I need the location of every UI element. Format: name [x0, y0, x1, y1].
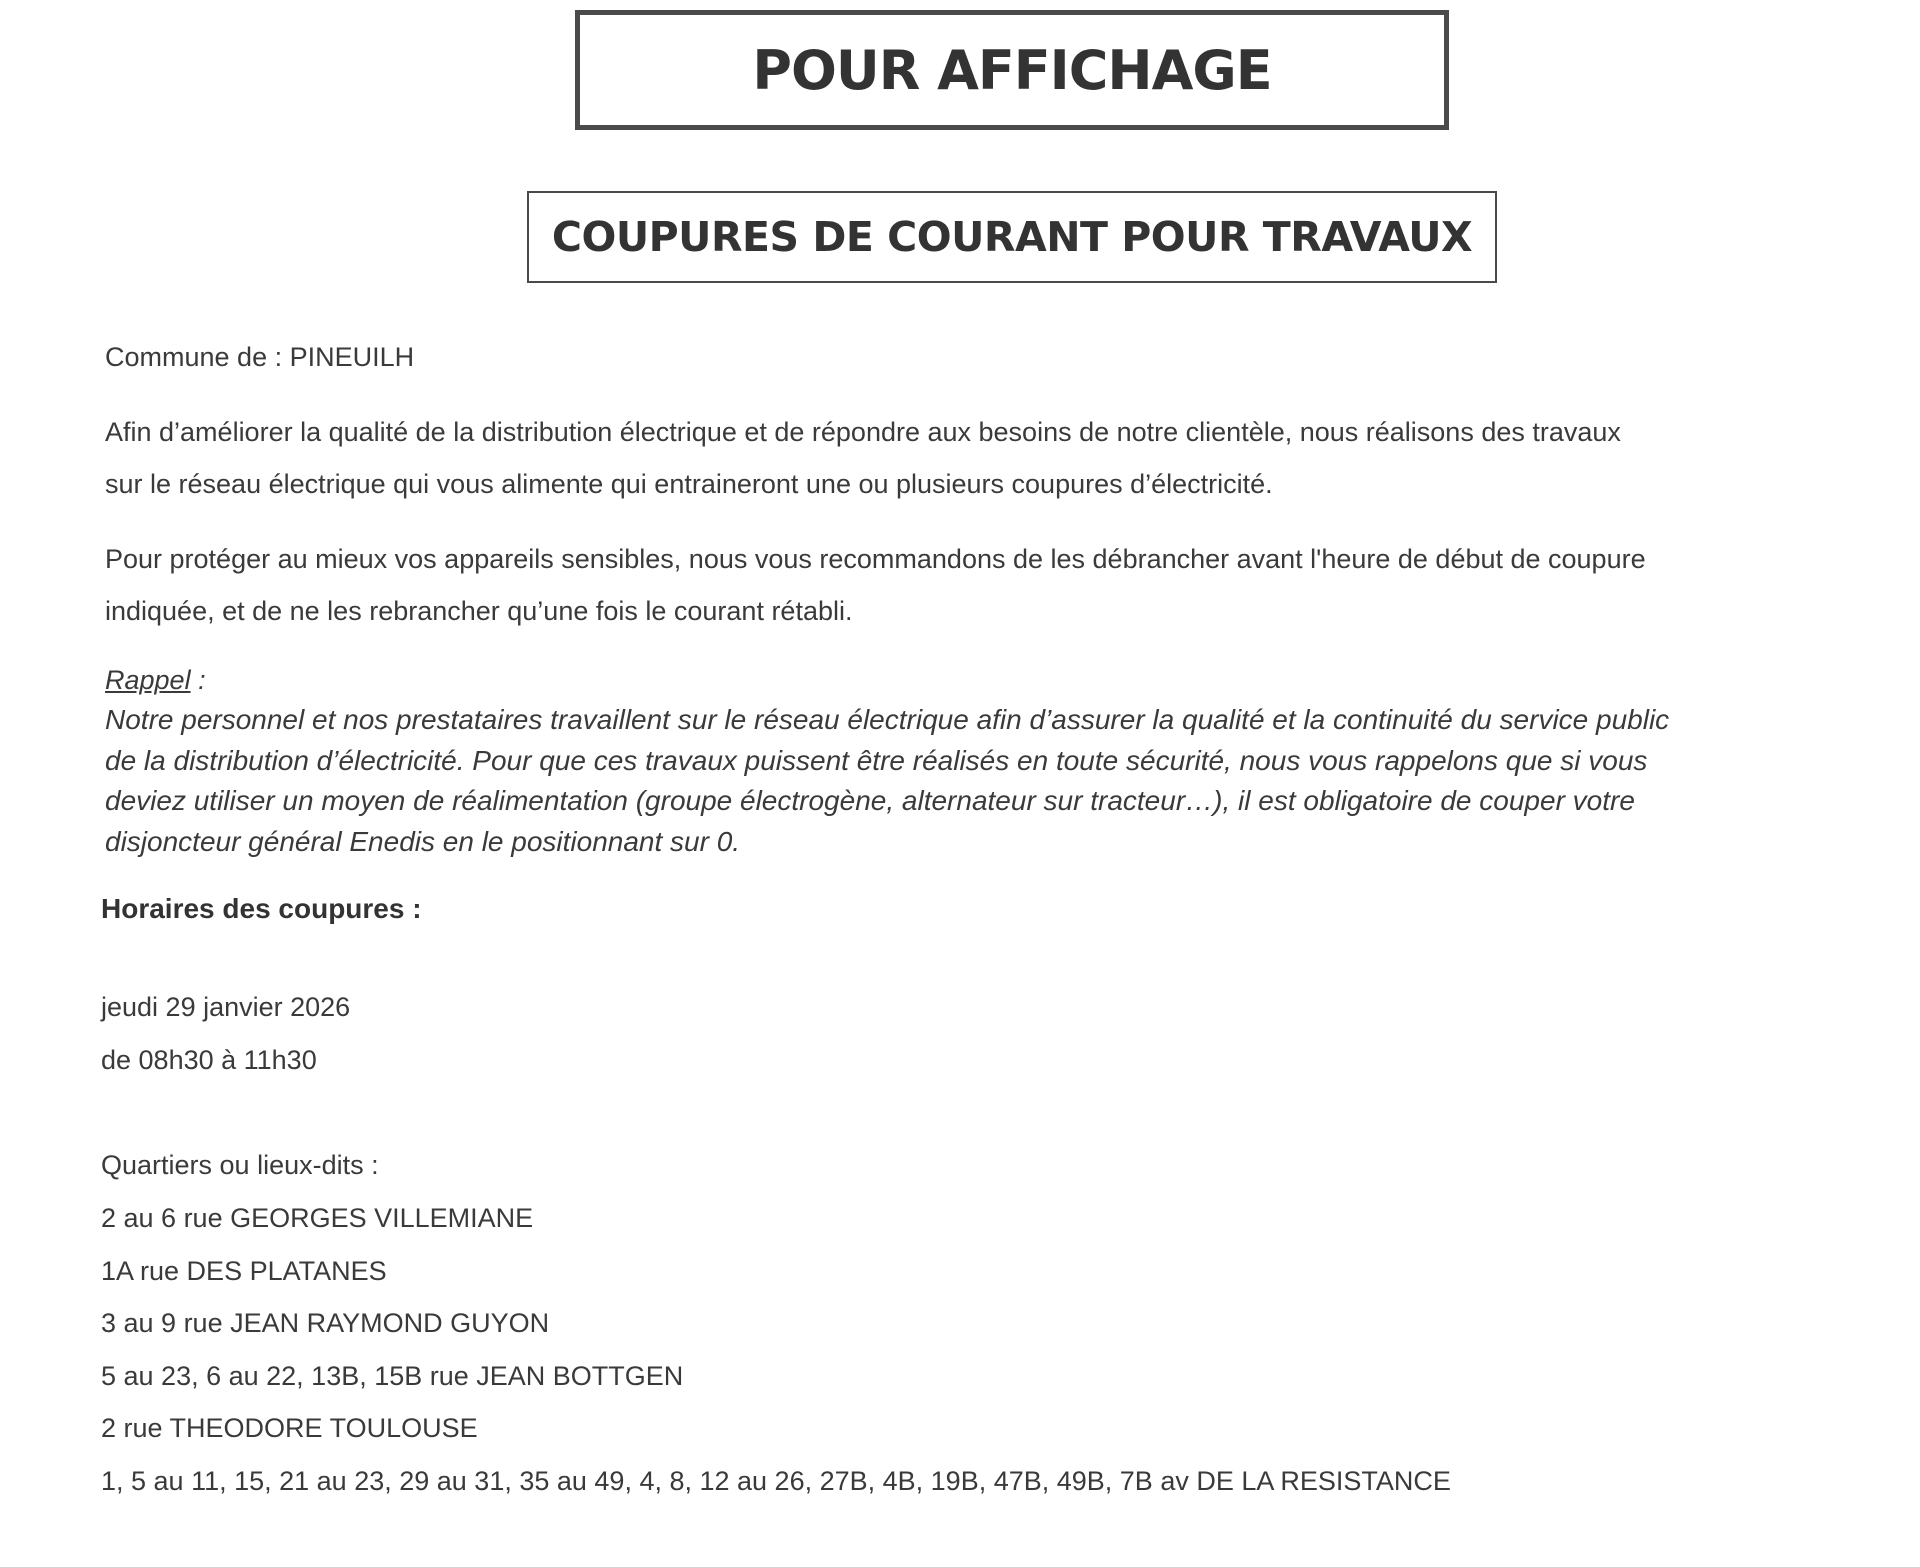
address-list	[101, 1192, 1451, 1507]
outage-time: de 08h30 à 11h30	[101, 1045, 317, 1075]
list-item: 3 au 9 rue JEAN RAYMOND GUYON	[101, 1308, 550, 1338]
rappel-line-1: Notre personnel et nos prestataires travaillent sur le réseau électrique afin d’assurer la qualité et la continuité du service public	[105, 704, 1670, 735]
rappel-label: Rappel	[105, 665, 191, 695]
list-item: 2 rue THEODORE TOULOUSE	[101, 1413, 478, 1443]
commune-line: Commune de : PINEUILH	[105, 342, 415, 372]
page-subtitle: COUPURES DE COURANT POUR TRAVAUX	[551, 213, 1473, 261]
rappel-line-3: deviez utiliser un moyen de réalimentation (groupe électrogène, alternateur sur tracteur…), il est obligatoire de couper votre	[105, 785, 1635, 816]
list-item: 5 au 23, 6 au 22, 13B, 15B rue JEAN BOTTGEN	[101, 1360, 684, 1391]
intro-line-1: Afin d’améliorer la qualité de la distribution électrique et de répondre aux besoins de notre clientèle, nous réalisons des travaux	[105, 417, 1621, 447]
quartiers-heading: Quartiers ou lieux-dits :	[101, 1150, 379, 1180]
rappel-heading	[105, 660, 206, 700]
outage-date: jeudi 29 janvier 2026	[101, 992, 351, 1022]
rappel-colon: :	[190, 665, 206, 695]
title-box	[575, 10, 1449, 130]
horaires-heading: Horaires des coupures :	[101, 893, 422, 924]
list-item: 2 au 6 rue GEORGES VILLEMIANE	[101, 1203, 534, 1233]
rappel-line-2: de la distribution d’électricité. Pour que ces travaux puissent être réalisés en toute sécurité, nous vous rappelons que si vous	[105, 744, 1648, 776]
advice-paragraph	[105, 533, 1646, 637]
list-item: 1, 5 au 11, 15, 21 au 23, 29 au 31, 35 au 49, 4, 8, 12 au 26, 27B, 4B, 19B, 47B, 49B, 7B av DE LA RESISTANCE	[101, 1465, 1451, 1496]
rappel-paragraph	[105, 700, 1669, 862]
advice-line-1: Pour protéger au mieux vos appareils sensibles, nous vous recommandons de les débrancher avant l'heure de début de coupure	[105, 544, 1646, 574]
intro-paragraph	[105, 406, 1621, 510]
subtitle-box	[527, 191, 1497, 283]
list-item: 1A rue DES PLATANES	[101, 1255, 387, 1286]
advice-line-2: indiquée, et de ne les rebrancher qu’une fois le courant rétabli.	[105, 596, 853, 626]
rappel-line-4: disjoncteur général Enedis en le positionnant sur 0.	[105, 825, 741, 857]
page-title: POUR AFFICHAGE	[752, 38, 1272, 102]
intro-line-2: sur le réseau électrique qui vous alimente qui entraineront une ou plusieurs coupures d’électricité.	[105, 469, 1273, 499]
